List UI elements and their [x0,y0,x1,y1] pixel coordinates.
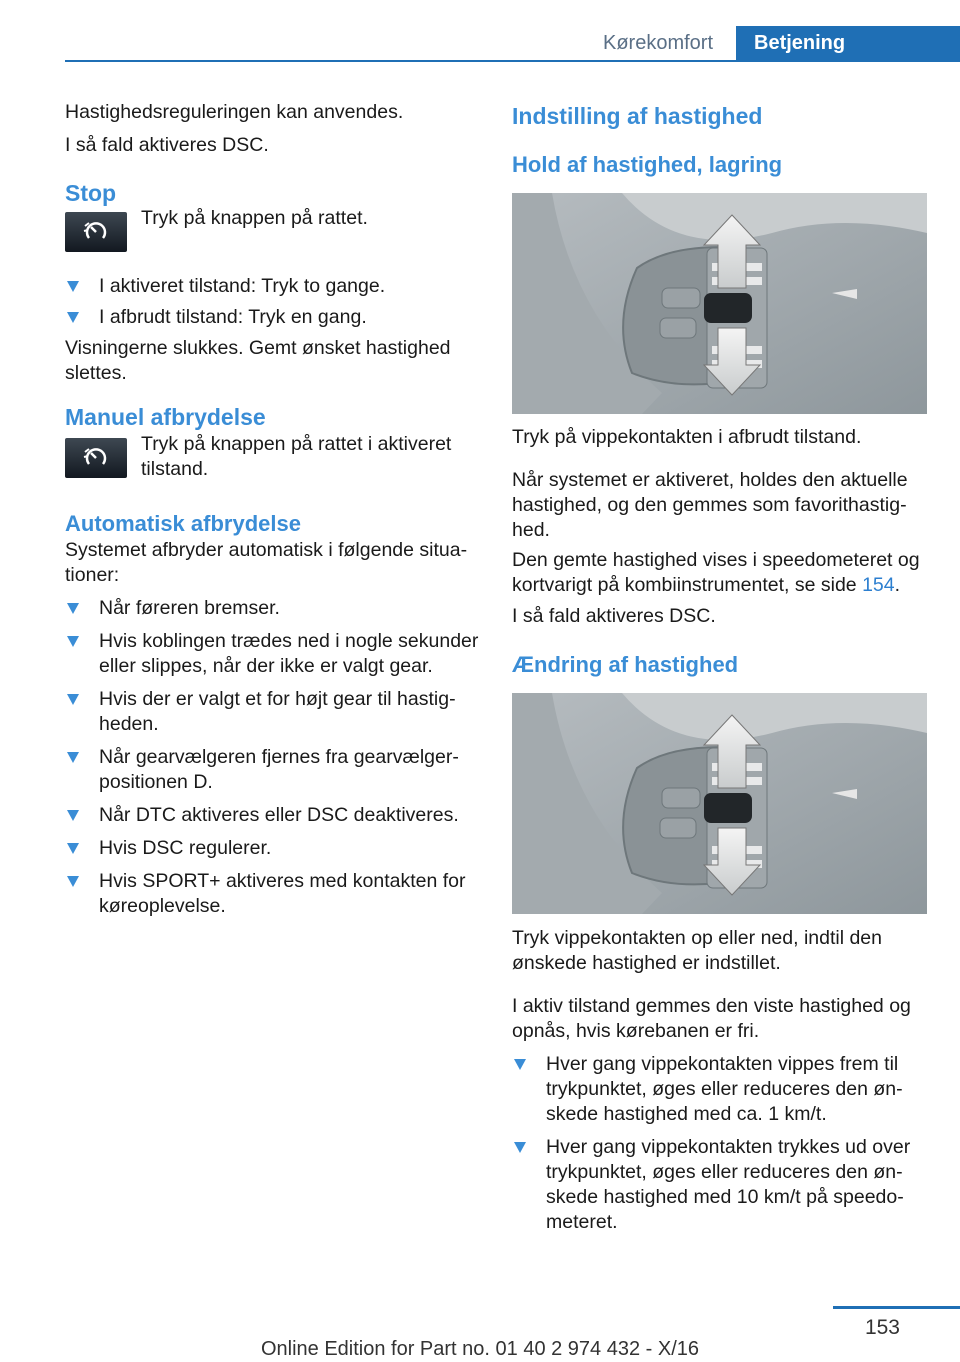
paragraph: I aktiv tilstand gemmes den viste hastighed og opnås, hvis kørebanen er fri. [512,995,911,1042]
paragraph: Visningerne slukkes. Gemt ønsket hastighed slettes. [65,337,451,384]
left-column [65,100,480,919]
list-item: Når gearvælgeren fjernes fra gearvælgerpositionen D. [65,745,480,795]
paragraph: Den gemte hastighed vises i speedometeret og kortvarigt på kombiinstrumentet, se side 154. [512,549,920,596]
triangle-bullet-icon [67,603,79,614]
triangle-bullet-icon [67,843,79,854]
triangle-bullet-icon [67,876,79,887]
page-number: 153 [864,1316,900,1339]
cruise-control-button-image [65,438,127,478]
change-list [512,1052,930,1235]
stop-button-row [65,206,480,266]
list-item: Hvis SPORT+ aktiveres med kontakten for køreoplevelse. [65,869,480,919]
list-item: Hvis der er valgt et for højt gear til hastigheden. [65,687,480,737]
header-divider [65,60,960,62]
paragraph: Hastighedsreguleringen kan anvendes. [65,101,404,123]
triangle-bullet-icon [67,694,79,705]
list-item: I afbrudt tilstand: Tryk en gang. [65,305,480,330]
steering-wheel-rocker-image [512,693,927,914]
section-heading: Indstilling af hastighed [512,103,763,129]
triangle-bullet-icon [67,312,79,323]
list-item: Når føreren bremser. [65,596,480,621]
auto-list [65,596,480,919]
cruise-control-button-image [65,212,127,252]
footer-divider [833,1306,960,1309]
list-item: Hvis DSC regulerer. [65,836,480,861]
triangle-bullet-icon [67,810,79,821]
right-column [512,100,930,1235]
triangle-bullet-icon [67,281,79,292]
stop-list [65,274,480,330]
stop-instruction: Tryk på knappen på rattet. [141,207,368,229]
cruise-control-icon [82,444,110,472]
list-item: Hvis koblingen trædes ned i nogle sekunder eller slippes, når der ikke er valgt gear. [65,629,480,679]
triangle-bullet-icon [67,752,79,763]
triangle-bullet-icon [514,1142,526,1153]
steering-wheel-rocker-image [512,193,927,414]
paragraph: Tryk på vippekontakten i afbrudt tilstand. [512,426,862,448]
hold-heading: Hold af hastighed, lagring [512,152,783,177]
edition-note: Online Edition for Part no. 01 40 2 974 432 - X/16 [260,1338,700,1360]
manual-instruction: Tryk på knappen på rattet i aktiveret tilstand. [141,433,452,480]
triangle-bullet-icon [67,636,79,647]
list-item: Hver gang vippekontakten vippes frem til trykpunktet, øges eller reduceres den ønskede hastighed med ca. 1 km/t. [512,1052,930,1127]
paragraph: Når systemet er aktiveret, holdes den aktuelle hastighed, og den gemmes som favorithastighed. [512,469,908,541]
list-item: I aktiveret tilstand: Tryk to gange. [65,274,480,299]
paragraph: Systemet afbryder automatisk i følgende situationer: [65,539,468,586]
header-section-tab: Kørekomfort [602,32,714,54]
paragraph: I så fald aktiveres DSC. [65,134,269,156]
list-item: Når DTC aktiveres eller DSC deaktiveres. [65,803,480,828]
manual-heading: Manuel afbrydelse [65,404,266,430]
page-reference-link[interactable]: 154 [862,574,895,596]
paragraph: Tryk vippekontakten op eller ned, indtil den ønskede hastighed er indstillet. [512,927,882,974]
header-chapter-tab: Betjening [736,26,960,62]
manual-button-row [65,432,480,494]
paragraph: I så fald aktiveres DSC. [512,605,716,627]
cruise-control-icon [82,218,110,246]
list-item: Hver gang vippekontakten trykkes ud over trykpunktet, øges eller reduceres den ønskede hastighed med 10 km/t på speedometeret. [512,1135,930,1235]
stop-heading: Stop [65,180,117,206]
change-heading: Ændring af hastighed [512,652,739,677]
auto-heading: Automatisk afbrydelse [65,511,301,536]
triangle-bullet-icon [514,1059,526,1070]
